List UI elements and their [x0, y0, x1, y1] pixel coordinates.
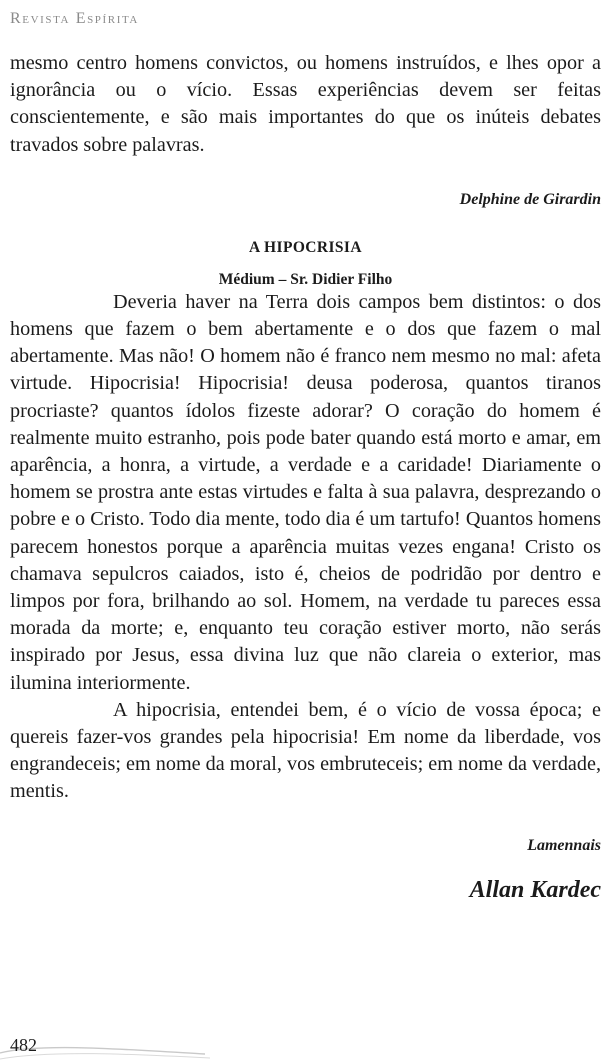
section-subtitle: Médium – Sr. Didier Filho [218, 270, 393, 288]
running-head: Revista Espírita [10, 10, 139, 27]
section-title: A HIPOCRISIA [249, 238, 362, 256]
page-body [10, 50, 601, 904]
page-footer [0, 1023, 611, 1063]
hipocrisia-paragraph-1: Deveria haver na Terra dois campos bem distintos: o dos homens que fazem o bem abertamente e o dos que fazem o mal abertamente. Mas não! O homem não é franco nem mesmo no mal: afeta virtude. Hipocrisia! Hipocrisia! deusa poderosa, quantos tiranos procriaste? quantos ídolos fizeste adorar? O coração do homem é realmente muito estranho, pois pode bater quando está morto e amar, em aparência, a honra, a virtude, a verdade e a caridade! Diariamente o homem se prostra ante estas virtudes e falta à sua palavra, desprezando o pobre e o Cristo. Todo dia mente, todo dia é um tartufo! Quantos homens parecem honestos porque a aparência muitas vezes engana! Cristo os chamava sepulcros caiados, isto é, cheios de podridão por dentro e limpos por fora, brilhando ao sol. Homem, na verdade tu pareces essa morada da morte; e, enquanto teu coração estiver morto, não serás inspirado por Jesus, essa divina luz que não clareia o exterior, mas ilumina interiormente. [10, 290, 601, 694]
hipocrisia-paragraph-2: A hipocrisia, entendei bem, é o vício de vossa época; e quereis fazer-vos grandes pela hipocrisia! Em nome da liberdade, vos engrandeceis; em nome da moral, vos embruteceis; em nome da verdade, mentis. [10, 698, 601, 803]
signature-lamennais: Lamennais [527, 836, 601, 854]
continuation-paragraph: mesmo centro homens convictos, ou homens instruídos, e lhes opor a ignorância ou o vício. Essas experiências devem ser feitas conscientemente, e são mais importantes do que os inúteis debates travados sobre palavras. [10, 52, 601, 156]
page-number: 482 [10, 1035, 37, 1055]
signature-delphine: Delphine de Girardin [459, 190, 601, 208]
author-name: Allan Kardec [469, 876, 601, 903]
